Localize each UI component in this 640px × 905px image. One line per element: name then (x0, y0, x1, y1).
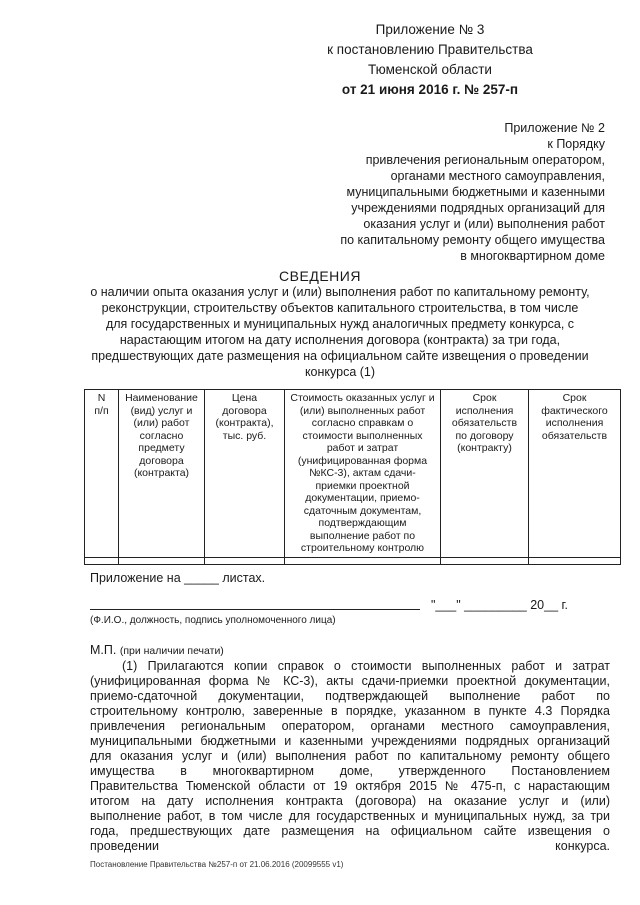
table-row (85, 557, 621, 564)
footnote-line: имущества в многоквартирном доме, утвержденного Постановлением (90, 764, 610, 778)
document-title: СВЕДЕНИЯ (279, 268, 361, 284)
appendix-3-resolution: к постановлению Правительства (327, 42, 533, 57)
footnote-line: года, предшествующих дате размещения на официальном сайте извещения о (90, 824, 610, 838)
appendix-2-line: оказания услуг и (или) выполнения работ (363, 217, 605, 231)
appendix-2-line: в многоквартирном доме (460, 249, 605, 263)
stamp-note: (при наличии печати) (119, 645, 224, 657)
footnote-line: приемо-сдаточной документации, подтверждающей выполнение работ по (90, 689, 610, 703)
footnote-line: строительному контролю, заверенные в порядке, указанном в пункте 4.3 Порядка (90, 704, 610, 718)
column-header-work-cost: Стоимость оказанных услуг и (или) выполненных работ согласно справкам о стоимости выполненных работ и затрат (унифицированная форма №КС-3), актам сдачи- приемки проектной документации, приемо- сдаточным документам, подтверждающим выполнение работ по строительному контролю (285, 390, 441, 558)
appendix-3-date: от 21 июня 2016 г. № 257-п (341, 82, 519, 97)
appendix-2-line: Приложение № 2 (504, 121, 605, 135)
appendix-3-header (300, 20, 560, 100)
subtitle-line: конкурса (1) (304, 365, 376, 379)
appendix-2-line: муниципальными бюджетными и казенными (346, 185, 605, 199)
appendix-2-line: органами местного самоуправления, (390, 169, 605, 183)
subtitle-line: для государственных и муниципальных нужд аналогичных предмету конкурса, с (105, 317, 575, 331)
stamp-place (90, 643, 224, 657)
subtitle-line: о наличии опыта оказания услуг и (или) выполнения работ по капитальному ремонту, (90, 285, 590, 299)
footnote-line: для оказания услуг и (или) выполнения работ по капитальному ремонту общего (90, 749, 610, 763)
column-header-number: N п/п (85, 390, 119, 558)
appendix-3-region: Тюменской области (368, 62, 492, 77)
footnote-line: муниципальными бюджетными и казенными учреждениями подрядных организаций (90, 734, 610, 748)
footnote-line: итогом на дату исполнения контракта (договора) на оказание услуг и (или) (90, 794, 610, 808)
footnote (90, 659, 610, 854)
document-subtitle (60, 284, 620, 380)
stamp-label: М.П. (90, 643, 117, 657)
column-header-service-name: Наименование (вид) услуг и (или) работ согласно предмету договора (контракта) (119, 390, 205, 558)
appendix-3-title: Приложение № 3 (375, 22, 485, 37)
column-header-contract-term: Срок исполнения обязательств по договору (контракту) (441, 390, 529, 558)
page-footer: Постановление Правительства №257-п от 21.06.2016 (20099555 v1) (90, 860, 344, 869)
appendix-2-line: к Порядку (547, 137, 605, 151)
experience-table (84, 389, 621, 565)
subtitle-line: нарастающим итогом на дату исполнения договора (контракта) за три года, (119, 333, 561, 347)
appendix-2-line: привлечения региональным оператором, (365, 153, 605, 167)
column-header-contract-price: Цена договора (контракта), тыс. руб. (205, 390, 285, 558)
footnote-line: выполнение работ, в том числе для государственных и муниципальных нужд, за три (90, 809, 610, 823)
footnote-line: (1) Прилагаются копии справок о стоимости выполненных работ и затрат (122, 659, 610, 673)
signature-rule (90, 609, 420, 610)
appendix-2-line: учреждениями подрядных организаций для (351, 201, 605, 215)
column-header-actual-term: Срок фактического исполнения обязательств (529, 390, 621, 558)
attachment-pages: Приложение на _____ листах. (90, 571, 266, 585)
footnote-line: привлечения региональным оператором, органами местного самоуправления, (90, 719, 610, 733)
signature-date: "___" _________ 20__ г. (430, 598, 568, 612)
appendix-2-line: по капитальному ремонту общего имущества (340, 233, 605, 247)
subtitle-line: реконструкции, строительству объектов капитального строительства, в том числе (101, 301, 579, 315)
footnote-line: проведении конкурса. (90, 839, 610, 853)
footnote-line: (унифицированная форма № КС-3), акты сдачи-приемки проектной документации, (90, 674, 610, 688)
appendix-2-header (285, 120, 605, 264)
subtitle-line: предшествующих дате размещения на официальном сайте извещения о проведении (91, 349, 589, 363)
signature-caption: (Ф.И.О., должность, подпись уполномоченного лица) (90, 615, 336, 626)
footnote-line: Правительства Тюменской области от 19 октября 2015 № 475-п, с нарастающим (90, 779, 610, 793)
